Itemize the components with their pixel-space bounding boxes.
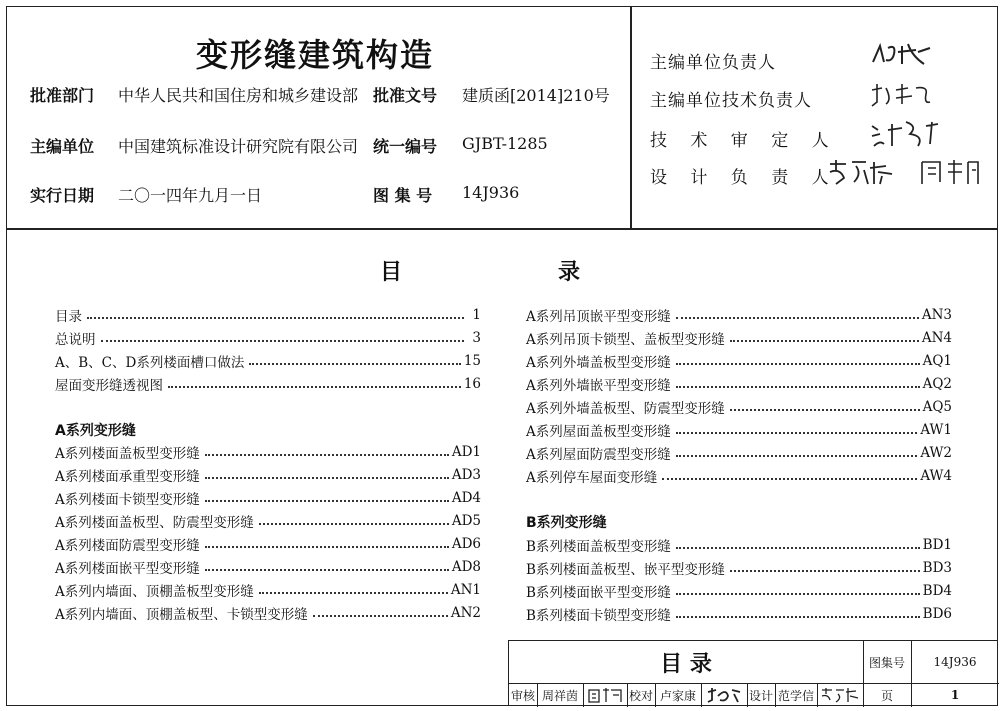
toc-item-text: 目录 <box>55 309 82 325</box>
leader-dots <box>249 363 460 365</box>
toc-item[interactable] <box>526 351 952 371</box>
leader-dots <box>662 478 917 480</box>
leader-dots <box>676 317 919 319</box>
atlas-value: 14J936 <box>933 655 977 669</box>
toc-item[interactable] <box>55 488 481 508</box>
atlas-no-value: 14J936 <box>462 183 520 202</box>
leader-dots <box>87 317 464 319</box>
toc-item[interactable] <box>55 351 481 371</box>
toc-item-page: AW2 <box>920 445 952 461</box>
toc-item-text: A系列楼面卡锁型变形缝 <box>55 492 200 508</box>
toc-item-page: AN2 <box>450 605 481 621</box>
toc-item-text: B系列楼面盖板型、嵌平型变形缝 <box>526 562 725 578</box>
design-signature <box>817 683 863 707</box>
toc-item-text: A系列屋面防震型变形缝 <box>526 447 671 463</box>
leader-dots <box>676 363 920 365</box>
toc-item[interactable] <box>526 604 952 624</box>
toc-item-page: BD6 <box>922 606 952 622</box>
toc-item-page: BD3 <box>922 560 952 576</box>
toc-item[interactable] <box>526 466 952 486</box>
title-block <box>508 640 998 706</box>
signature-4 <box>826 156 898 188</box>
leader-dots <box>259 523 449 525</box>
toc-item-page: AN1 <box>450 582 481 598</box>
leader-dots <box>259 592 448 594</box>
toc-item-page: AN3 <box>921 307 952 323</box>
toc-item[interactable] <box>526 420 952 440</box>
toc-item[interactable] <box>55 374 481 394</box>
toc-item[interactable] <box>526 558 952 578</box>
toc-item[interactable] <box>55 557 481 577</box>
leader-dots <box>205 454 449 456</box>
toc-item[interactable] <box>55 442 481 462</box>
toc-item-text: 屋面变形缝透视图 <box>55 378 163 394</box>
toc-item-text: A、B、C、D系列楼面槽口做法 <box>55 355 245 371</box>
leader-dots <box>676 455 918 457</box>
toc-item-page: AD5 <box>451 513 481 529</box>
leader-dots <box>168 386 461 388</box>
toc-item-page: AD6 <box>451 536 481 552</box>
review-signature <box>583 683 627 707</box>
toc-item-text: A系列屋面盖板型变形缝 <box>526 424 671 440</box>
leader-dots <box>205 569 449 571</box>
toc-heading-char-2: 录 <box>557 260 580 285</box>
signature-3 <box>868 118 943 150</box>
toc-item[interactable] <box>526 305 952 325</box>
toc-item-text: A系列外墙嵌平型变形缝 <box>526 378 671 394</box>
signature-2 <box>868 80 938 110</box>
toc-item[interactable] <box>55 465 481 485</box>
toc-item[interactable] <box>55 305 481 325</box>
approval-no-value: 建质函[2014]210号 <box>462 86 610 105</box>
design-head-label: 设 计 负 责 人 <box>650 168 838 188</box>
toc-item-page: AQ1 <box>922 353 952 369</box>
leader-dots <box>730 570 920 572</box>
leader-dots <box>676 547 920 549</box>
review-name: 周祥茵 <box>541 688 578 703</box>
leader-dots <box>676 386 920 388</box>
leader-dots <box>205 500 449 502</box>
chief-unit-head-label: 主编单位负责人 <box>650 53 776 73</box>
toc-item[interactable] <box>526 397 952 417</box>
toc-item-text: A系列吊顶嵌平型变形缝 <box>526 309 671 325</box>
toc-item-text: A系列外墙盖板型、防震型变形缝 <box>526 401 725 417</box>
check-label: 校对 <box>628 688 653 703</box>
review-label: 审核 <box>510 688 535 703</box>
toc-item-text: B系列楼面嵌平型变形缝 <box>526 585 671 601</box>
header-divider <box>6 228 998 230</box>
page-label: 页 <box>880 688 893 703</box>
document-title: 变形缝建筑构造 <box>195 36 434 74</box>
toc-item-text: A系列楼面防震型变形缝 <box>55 538 200 554</box>
toc-item-text: A系列楼面盖板型、防震型变形缝 <box>55 515 254 531</box>
editor-unit-label: 主编单位 <box>30 137 95 156</box>
toc-item-text: 总说明 <box>55 332 96 348</box>
toc-item-text: A系列楼面承重型变形缝 <box>55 469 200 485</box>
unified-no-value: GJBT-1285 <box>462 134 548 153</box>
toc-item-text: A系列楼面盖板型变形缝 <box>55 446 200 462</box>
design-label: 设计 <box>748 688 773 703</box>
toc-heading <box>380 255 580 286</box>
toc-item-page: AN4 <box>921 330 952 346</box>
atlas-label: 图集号 <box>868 655 905 670</box>
approval-dept-label: 批准部门 <box>30 86 95 105</box>
effective-date-label: 实行日期 <box>30 186 95 205</box>
leader-dots <box>205 546 449 548</box>
effective-date-value: 二〇一四年九月一日 <box>118 186 263 205</box>
toc-item[interactable] <box>526 443 952 463</box>
toc-item-text: A系列外墙盖板型变形缝 <box>526 355 671 371</box>
toc-item-page: AD1 <box>451 444 481 460</box>
toc-item-text: A系列内墙面、顶棚盖板型、卡锁型变形缝 <box>55 607 308 623</box>
toc-item-page: 15 <box>463 353 481 369</box>
leader-dots <box>730 340 919 342</box>
toc-item[interactable] <box>526 328 952 348</box>
signature-1 <box>868 40 938 70</box>
approval-dept-value: 中华人民共和国住房和城乡建设部 <box>118 86 359 105</box>
unified-no-label: 统一编号 <box>373 137 438 156</box>
atlas-no-label: 图 集 号 <box>373 186 433 205</box>
editor-unit-value: 中国建筑标准设计研究院有限公司 <box>118 137 359 156</box>
check-signature <box>701 683 747 707</box>
toc-item-text: A系列内墙面、顶棚盖板型变形缝 <box>55 584 254 600</box>
toc-item-page: BD1 <box>922 537 952 553</box>
technical-reviewer-label: 技 术 审 定 人 <box>650 131 838 151</box>
header-vertical-divider <box>630 6 632 228</box>
toc-item[interactable] <box>55 580 481 600</box>
chief-unit-tech-head-label: 主编单位技术负责人 <box>650 91 812 111</box>
leader-dots <box>676 432 918 434</box>
section-heading-b: B系列变形缝 <box>526 515 607 531</box>
page-value: 1 <box>950 688 960 702</box>
toc-item-text: B系列楼面卡锁型变形缝 <box>526 608 671 624</box>
check-name: 卢家康 <box>659 688 696 703</box>
toc-item[interactable] <box>55 511 481 531</box>
toc-heading-char-1: 目 <box>380 260 403 285</box>
design-name: 范学信 <box>777 688 814 703</box>
toc-item[interactable] <box>55 328 481 348</box>
leader-dots <box>676 616 920 618</box>
toc-item-page: AQ5 <box>922 399 952 415</box>
leader-dots <box>101 340 465 342</box>
title-block-title: 目 录 <box>660 651 712 677</box>
toc-item-page: AD8 <box>451 559 481 575</box>
toc-item-page: AD3 <box>451 467 481 483</box>
toc-item-page: AW4 <box>920 468 952 484</box>
approval-no-label: 批准文号 <box>373 86 438 105</box>
toc-item-page: AD4 <box>451 490 481 506</box>
leader-dots <box>730 409 920 411</box>
toc-item[interactable] <box>55 534 481 554</box>
toc-item[interactable] <box>526 535 952 555</box>
toc-item-text: B系列楼面盖板型变形缝 <box>526 539 671 555</box>
toc-item-text: A系列楼面嵌平型变形缝 <box>55 561 200 577</box>
toc-item-page: BD4 <box>922 583 952 599</box>
signature-5 <box>918 156 982 188</box>
toc-item-page: AW1 <box>920 422 952 438</box>
leader-dots <box>313 615 448 617</box>
leader-dots <box>676 593 920 595</box>
toc-item[interactable] <box>526 374 952 394</box>
toc-item[interactable] <box>55 603 481 623</box>
toc-item-page: AQ2 <box>922 376 952 392</box>
leader-dots <box>205 477 449 479</box>
toc-item-text: A系列停车屋面变形缝 <box>526 470 658 486</box>
toc-item-page: 16 <box>463 376 481 392</box>
toc-item-page: 3 <box>472 330 481 346</box>
toc-item-page: 1 <box>472 307 481 323</box>
section-heading-a: A系列变形缝 <box>55 423 136 439</box>
toc-item-text: A系列吊顶卡锁型、盖板型变形缝 <box>526 332 725 348</box>
toc-item[interactable] <box>526 581 952 601</box>
